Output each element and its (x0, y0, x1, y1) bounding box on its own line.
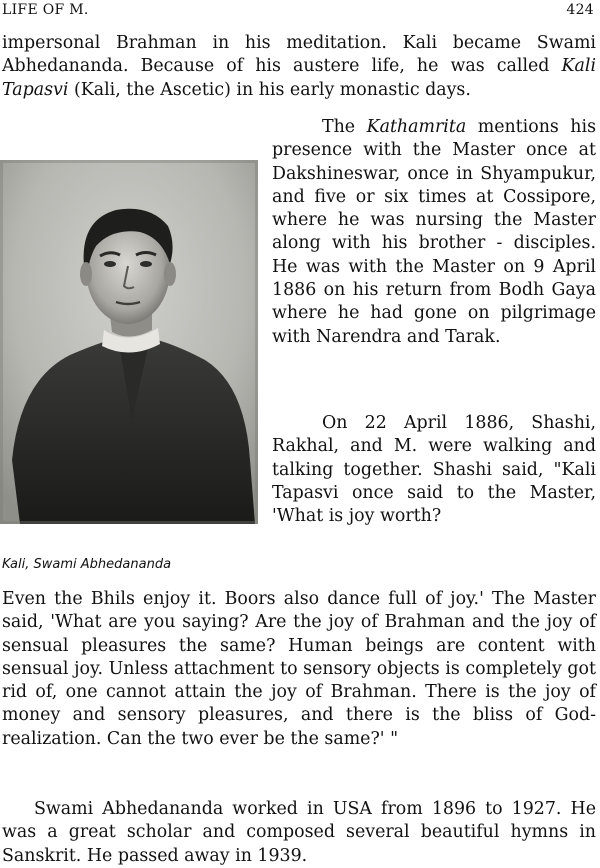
paragraph-kali-tapasvi (2, 32, 596, 102)
paragraph-text: The (322, 117, 367, 137)
paragraph-text: Swami Abhedananda worked in USA from 1896 to 1927. He was a great scholar and composed several beautiful hymns in Sanskrit. He passed away in 1939. (2, 799, 596, 866)
paragraph-text: (Kali, the Ascetic) in his early monastic days. (68, 79, 471, 100)
portrait-photo (0, 160, 258, 524)
paragraph-kathamrita (272, 116, 596, 349)
paragraph-text: mentions his presence with the Master once at Dakshineswar, once in Shyampukur, and five or six times at Cossipore, where he was nursing the Master along with his brother - disciples. He was with the Master on 9 April 1886 on his return from Bodh Gaya where he had gone on pilgrimage with Narendra and Tarak. (272, 117, 596, 347)
emphasis-kali-tapasvi: Kali Tapasvi (2, 56, 596, 100)
paragraph-usa (2, 798, 596, 868)
paragraph-april-1886: On 22 April 1886, Shashi, Rakhal, and M. were walking and talking together. Shashi said, "Kali Tapasvi once said to the Master, 'What is joy worth? (272, 413, 596, 527)
paragraph-text: impersonal Brahman in his meditation. Kali became Swami Abhedananda. Because of his austere life, he was called (2, 33, 596, 77)
running-title: LIFE OF M. (2, 2, 89, 18)
page-header (2, 2, 594, 18)
paragraph-bhils: Even the Bhils enjoy it. Boors also dance full of joy.' The Master said, 'What are you saying? Are the joy of Brahman and the joy of sensual pleasures the same? Human beings are content with sensual joy. Unless attachment to sensory objects is completely got rid of, one cannot attain the joy of Brahman. There is the joy of money and sensory pleasures, and there is the bliss of God-realization. Can the two ever be the same?' " (2, 589, 596, 749)
photo-caption: Kali, Swami Abhedananda (2, 557, 172, 572)
page-number: 424 (566, 2, 594, 18)
emphasis-kathamrita: Kathamrita (366, 117, 467, 137)
portrait-image (0, 160, 258, 524)
